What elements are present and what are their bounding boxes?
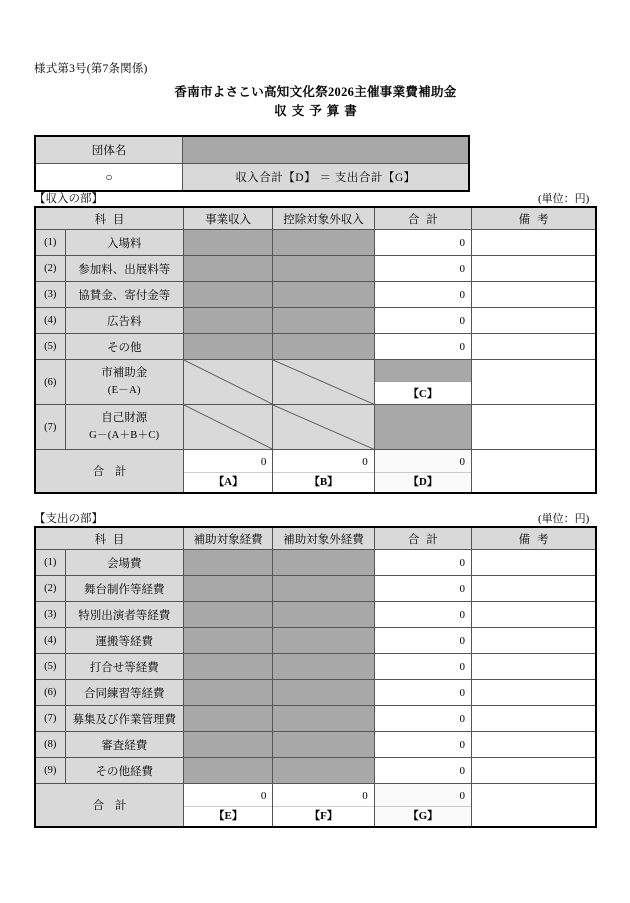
row-label: [65, 405, 183, 450]
expense-v2-cell[interactable]: [273, 602, 374, 628]
document-title: 香南市よさこい高知文化祭2026主催事業費補助金: [174, 85, 457, 99]
table-row: [35, 706, 596, 732]
row-label-main: 自己財源: [101, 411, 148, 424]
row-number: (6): [35, 680, 65, 706]
expense-note-cell[interactable]: [472, 602, 596, 628]
income-sum-cell-blocked[interactable]: [374, 405, 471, 450]
row-label: 特別出演者等経費: [65, 602, 183, 628]
balance-equation: 収入合計【D】 ＝ 支出合計【G】: [183, 164, 470, 192]
diagonal-strike-icon: [184, 360, 272, 404]
table-row: [35, 758, 596, 784]
income-section-caption: 【収入の部】: [34, 193, 103, 205]
organization-table: [34, 135, 470, 192]
row-number: (6): [35, 360, 65, 405]
expense-total-row: [35, 784, 596, 828]
income-total-note[interactable]: [472, 450, 596, 494]
form-number: 様式第3号(第7条関係): [34, 63, 148, 75]
expense-total-note[interactable]: [472, 784, 596, 828]
income-table: [34, 206, 597, 494]
expense-v2-cell[interactable]: [273, 654, 374, 680]
diagonal-strike-icon: [273, 405, 373, 449]
row-number: (2): [35, 256, 65, 282]
expense-note-cell[interactable]: [472, 706, 596, 732]
row-label: その他経費: [65, 758, 183, 784]
expense-col-subsidized: 補助対象経費: [184, 527, 273, 550]
income-v2-cell-disabled: [273, 360, 374, 405]
expense-v1-cell[interactable]: [184, 654, 273, 680]
expense-total-v1-value: 0: [184, 785, 272, 807]
row-number: (3): [35, 602, 65, 628]
expense-sum-cell: 0: [374, 680, 471, 706]
expense-v2-cell[interactable]: [273, 550, 374, 576]
expense-v2-cell[interactable]: [273, 732, 374, 758]
subsidy-tag: 【C】: [375, 382, 471, 404]
expense-total-v2: [273, 784, 374, 828]
expense-v1-cell[interactable]: [184, 550, 273, 576]
expense-grand-total-value: 0: [375, 785, 471, 807]
row-label-formula: (E－A): [107, 384, 141, 396]
row-label: 会場費: [65, 550, 183, 576]
row-label: 運搬等経費: [65, 628, 183, 654]
income-sum-cell-c[interactable]: [374, 360, 471, 405]
expense-note-cell[interactable]: [472, 680, 596, 706]
table-row: [35, 602, 596, 628]
expense-header-row: [35, 527, 596, 550]
row-number: (3): [35, 282, 65, 308]
expense-sum-cell: 0: [374, 654, 471, 680]
subsidy-input-area[interactable]: [375, 360, 471, 382]
income-total-v2-tag: 【B】: [308, 475, 339, 488]
expense-total-v1: [184, 784, 273, 828]
row-number: (1): [35, 230, 65, 256]
income-total-v1-value: 0: [184, 451, 272, 473]
row-label: 審査経費: [65, 732, 183, 758]
expense-v1-cell[interactable]: [184, 706, 273, 732]
row-label: 入場料: [65, 230, 183, 256]
expense-v1-cell[interactable]: [184, 758, 273, 784]
organization-name-input[interactable]: [183, 136, 470, 164]
income-unit-caption: (単位：円): [538, 193, 590, 205]
income-v2-cell[interactable]: [273, 256, 374, 282]
income-col-business-revenue: 事業収入: [184, 207, 273, 230]
expense-note-cell[interactable]: [472, 576, 596, 602]
expense-sum-cell: 0: [374, 758, 471, 784]
income-note-cell[interactable]: [472, 334, 596, 360]
organization-label: 団体名: [35, 136, 183, 164]
table-row: [35, 576, 596, 602]
row-number: (4): [35, 628, 65, 654]
expense-sum-cell: 0: [374, 576, 471, 602]
income-header-row: [35, 207, 596, 230]
income-grand-total: [374, 450, 471, 494]
organization-name-row: [35, 136, 469, 164]
expense-total-v1-tag: 【E】: [213, 809, 243, 822]
table-row: [35, 405, 596, 450]
income-sum-cell: 0: [374, 256, 471, 282]
income-grand-total-value: 0: [375, 451, 471, 473]
table-row: [35, 308, 596, 334]
income-total-v2: [273, 450, 374, 494]
expense-note-cell[interactable]: [472, 628, 596, 654]
row-label: 参加料、出展料等: [65, 256, 183, 282]
expense-v2-cell[interactable]: [273, 706, 374, 732]
income-v1-cell[interactable]: [184, 282, 273, 308]
income-total-v1-tag: 【A】: [213, 475, 244, 488]
income-v1-cell[interactable]: [184, 308, 273, 334]
expense-note-cell[interactable]: [472, 550, 596, 576]
income-note-cell[interactable]: [472, 256, 596, 282]
income-total-label: 合 計: [35, 450, 184, 494]
expense-v2-cell[interactable]: [273, 758, 374, 784]
row-number: (9): [35, 758, 65, 784]
income-sum-cell: 0: [374, 282, 471, 308]
row-label: 合同練習等経費: [65, 680, 183, 706]
expense-unit-caption: (単位：円): [538, 513, 590, 525]
row-label-main: 市補助金: [101, 366, 148, 379]
row-label: [65, 360, 183, 405]
row-number: (8): [35, 732, 65, 758]
row-number: (2): [35, 576, 65, 602]
row-number: (5): [35, 654, 65, 680]
table-row: [35, 360, 596, 405]
row-number: (4): [35, 308, 65, 334]
expense-v1-cell[interactable]: [184, 628, 273, 654]
expense-table: [34, 526, 597, 828]
expense-col-nonsubsidized: 補助対象外経費: [273, 527, 374, 550]
income-sum-cell: 0: [374, 230, 471, 256]
expense-col-note: 備 考: [472, 527, 596, 550]
income-sum-cell: 0: [374, 334, 471, 360]
table-row: [35, 230, 596, 256]
row-label: 広告料: [65, 308, 183, 334]
expense-total-v2-value: 0: [273, 785, 373, 807]
income-v1-cell-disabled: [184, 405, 273, 450]
document-subtitle: 収支予算書: [274, 104, 362, 118]
table-row: [35, 256, 596, 282]
expense-note-cell[interactable]: [472, 732, 596, 758]
row-label: 協賛金、寄付金等: [65, 282, 183, 308]
income-v1-cell[interactable]: [184, 256, 273, 282]
income-total-row: [35, 450, 596, 494]
income-col-note: 備 考: [472, 207, 596, 230]
table-row: [35, 550, 596, 576]
table-row: [35, 654, 596, 680]
table-row: [35, 282, 596, 308]
expense-v2-cell[interactable]: [273, 628, 374, 654]
expense-sum-cell: 0: [374, 732, 471, 758]
expense-total-v2-tag: 【F】: [309, 809, 338, 822]
income-v2-cell[interactable]: [273, 230, 374, 256]
row-label: 舞台制作等経費: [65, 576, 183, 602]
expense-v1-cell[interactable]: [184, 602, 273, 628]
expense-section-caption: 【支出の部】: [34, 513, 103, 525]
income-v2-cell-disabled: [273, 405, 374, 450]
income-v2-cell[interactable]: [273, 334, 374, 360]
income-v1-cell[interactable]: [184, 334, 273, 360]
row-number: (1): [35, 550, 65, 576]
row-label: 募集及び作業管理費: [65, 706, 183, 732]
diagonal-strike-icon: [273, 360, 373, 404]
row-label-formula: G－(A＋B＋C): [89, 429, 160, 441]
expense-grand-total: [374, 784, 471, 828]
expense-v1-cell[interactable]: [184, 680, 273, 706]
income-col-total: 合 計: [374, 207, 471, 230]
expense-sum-cell: 0: [374, 602, 471, 628]
income-note-cell[interactable]: [472, 405, 596, 450]
income-col-nondeductible-revenue: 控除対象外収入: [273, 207, 374, 230]
income-v1-cell[interactable]: [184, 230, 273, 256]
expense-v2-cell[interactable]: [273, 680, 374, 706]
row-label: その他: [65, 334, 183, 360]
row-number: (7): [35, 405, 65, 450]
row-number: (5): [35, 334, 65, 360]
income-total-v1: [184, 450, 273, 494]
income-total-v2-value: 0: [273, 451, 373, 473]
expense-note-cell[interactable]: [472, 654, 596, 680]
income-note-cell[interactable]: [472, 282, 596, 308]
expense-v2-cell[interactable]: [273, 576, 374, 602]
income-note-cell[interactable]: [472, 360, 596, 405]
income-v1-cell-disabled: [184, 360, 273, 405]
table-row: [35, 680, 596, 706]
income-v2-cell[interactable]: [273, 308, 374, 334]
expense-sum-cell: 0: [374, 628, 471, 654]
expense-grand-total-tag: 【G】: [407, 809, 439, 822]
expense-sum-cell: 0: [374, 550, 471, 576]
row-label: 打合せ等経費: [65, 654, 183, 680]
income-note-cell[interactable]: [472, 308, 596, 334]
row-number: (7): [35, 706, 65, 732]
expense-col-total: 合 計: [374, 527, 471, 550]
expense-note-cell[interactable]: [472, 758, 596, 784]
check-mark: ○: [35, 164, 183, 192]
organization-equation-row: [35, 164, 469, 192]
income-note-cell[interactable]: [472, 230, 596, 256]
income-col-item: 科 目: [35, 207, 184, 230]
expense-col-item: 科 目: [35, 527, 184, 550]
expense-v1-cell[interactable]: [184, 732, 273, 758]
expense-total-label: 合 計: [35, 784, 184, 828]
table-row: [35, 628, 596, 654]
expense-v1-cell[interactable]: [184, 576, 273, 602]
income-v2-cell[interactable]: [273, 282, 374, 308]
diagonal-strike-icon: [184, 405, 272, 449]
income-grand-total-tag: 【D】: [407, 475, 438, 488]
income-sum-cell: 0: [374, 308, 471, 334]
table-row: [35, 732, 596, 758]
expense-sum-cell: 0: [374, 706, 471, 732]
table-row: [35, 334, 596, 360]
